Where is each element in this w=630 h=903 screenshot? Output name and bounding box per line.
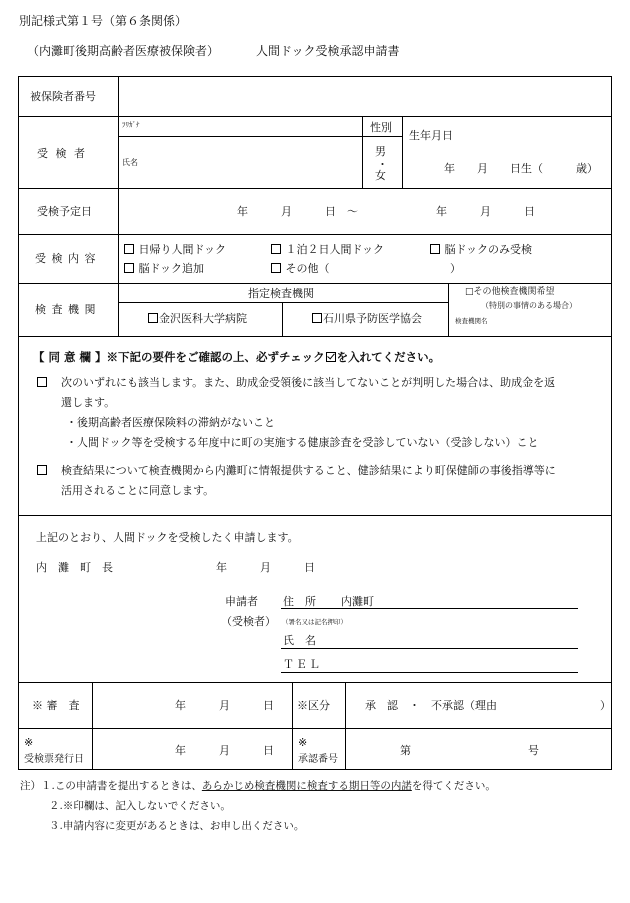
- consent-heading: 【 同 意 欄 】※下記の要件をご確認の上、必ずチェック を入れてください。: [33, 350, 441, 364]
- option-brain-add[interactable]: 脳ドック追加: [124, 263, 204, 274]
- option-other[interactable]: その他（: [271, 263, 330, 274]
- category-label: ※区分: [297, 699, 330, 712]
- scheduled-date-label: 受検予定日: [37, 205, 92, 218]
- issue-date-label: 受検票発行日: [24, 754, 84, 765]
- checkbox-icon[interactable]: [37, 377, 47, 387]
- approval-number-label: 承認番号: [298, 754, 338, 765]
- sex-male: 男: [375, 145, 386, 158]
- application-statement: 上記のとおり、人間ドックを受検したく申請します。: [36, 531, 299, 544]
- other-institution-note: （特別の事情のある場合）: [481, 301, 577, 310]
- consent-item1-sub2: ・人間ドック等を受検する年度中に町の実施する健康診査を受診していない（受診しない）こと: [66, 436, 539, 449]
- furigana-label: ﾌﾘｶﾞﾅ: [122, 121, 140, 129]
- tel-label: ＴＥＬ: [283, 658, 322, 671]
- examinee-sub-label: （受検者）: [221, 615, 276, 628]
- approval-status-close: ）: [600, 699, 611, 712]
- insured-number-label: 被保険者番号: [30, 90, 96, 103]
- birth-date-value: 年 月 日生（ 歳）: [444, 162, 598, 175]
- form-number: 別記様式第１号（第６条関係）: [19, 14, 188, 28]
- consent-item1-checkbox[interactable]: [37, 377, 48, 388]
- consent-item2-text-1: 検査結果について検査機関から内灘町に情報提供すること、健診結果により町保健師の事後指導等に: [61, 464, 556, 477]
- applicant-label: 申請者: [225, 595, 258, 608]
- other-institution-option[interactable]: □その他検査機関希望: [465, 287, 555, 297]
- institution-kanazawa[interactable]: 金沢医科大学病院: [148, 313, 247, 324]
- examinee-label: 受 検 者: [37, 147, 87, 160]
- sex-dot: ・: [377, 158, 388, 171]
- checkbox-icon[interactable]: [271, 263, 281, 273]
- issue-date-mark: ※: [24, 736, 34, 749]
- review-date: 年 月 日: [175, 699, 274, 712]
- sex-female: 女: [375, 169, 386, 182]
- checkbox-icon[interactable]: [271, 244, 281, 254]
- exam-content-label: 受 検 内 容: [35, 252, 97, 265]
- checkbox-icon[interactable]: [430, 244, 440, 254]
- note-1: 注）１.この申請書を提出するときは、あらかじめ検査機関に検査する期日等の内諾を得てください。: [20, 780, 496, 792]
- other-institution-name-label: 検査機関名: [455, 317, 488, 325]
- checkmark-icon: [326, 352, 336, 362]
- approval-status: 承 認 ・ 不承認（理由: [365, 699, 497, 712]
- application-date: 年 月 日: [216, 561, 315, 574]
- consent-item1-text-2: 還します。: [61, 396, 116, 409]
- designated-institution-label: 指定検査機関: [248, 287, 314, 300]
- name-label: 氏名: [122, 158, 138, 167]
- form-title: 人間ドック受検承認申請書: [256, 44, 400, 58]
- institution-ishikawa[interactable]: 石川県予防医学協会: [312, 313, 422, 324]
- address-label: 住 所: [283, 595, 316, 608]
- issue-date: 年 月 日: [175, 744, 274, 757]
- consent-item1-sub1: ・後期高齢者医療保険料の滞納がないこと: [66, 416, 275, 429]
- note-3: ３.申請内容に変更があるときは、お申し出ください。: [49, 820, 305, 832]
- institution-label: 検 査 機 関: [35, 303, 97, 316]
- sex-label: 性別: [370, 121, 392, 134]
- birth-date-label: 生年月日: [409, 129, 453, 142]
- scheduled-date-from: 年 月 日 ～: [237, 205, 358, 218]
- checkbox-icon[interactable]: [37, 465, 47, 475]
- option-day-dock[interactable]: 日帰り人間ドック: [124, 244, 226, 255]
- checkbox-icon[interactable]: [124, 263, 134, 273]
- approval-number-mark: ※: [298, 736, 308, 749]
- name-field-label: 氏 名: [283, 634, 316, 647]
- consent-item2-checkbox[interactable]: [37, 465, 48, 476]
- approval-number-prefix: 第: [400, 744, 411, 757]
- checkbox-icon[interactable]: [124, 244, 134, 254]
- option-other-close: ）: [450, 262, 461, 275]
- option-1night-dock[interactable]: １泊２日人間ドック: [271, 244, 384, 255]
- address-value: 内灘町: [341, 595, 374, 608]
- checkbox-icon[interactable]: [148, 313, 158, 323]
- approval-number-suffix: 号: [528, 744, 539, 757]
- signature-note: （署名又は記名押印）: [282, 618, 347, 626]
- form-subtitle: （内灘町後期高齢者医療被保険者）: [27, 44, 220, 58]
- consent-item1-text-1: 次のいずれにも該当します。また、助成金受領後に該当してないことが判明した場合は、助成金を返: [61, 376, 556, 389]
- note-2: ２.※印欄は、記入しないでください。: [49, 800, 231, 812]
- scheduled-date-to: 年 月 日: [436, 205, 535, 218]
- mayor-label: 内 灘 町 長: [36, 561, 113, 574]
- option-brain-only[interactable]: 脳ドックのみ受検: [430, 244, 532, 255]
- checkbox-icon[interactable]: [312, 313, 322, 323]
- consent-item2-text-2: 活用されることに同意します。: [61, 484, 215, 497]
- review-label: ※ 審 査: [32, 699, 80, 712]
